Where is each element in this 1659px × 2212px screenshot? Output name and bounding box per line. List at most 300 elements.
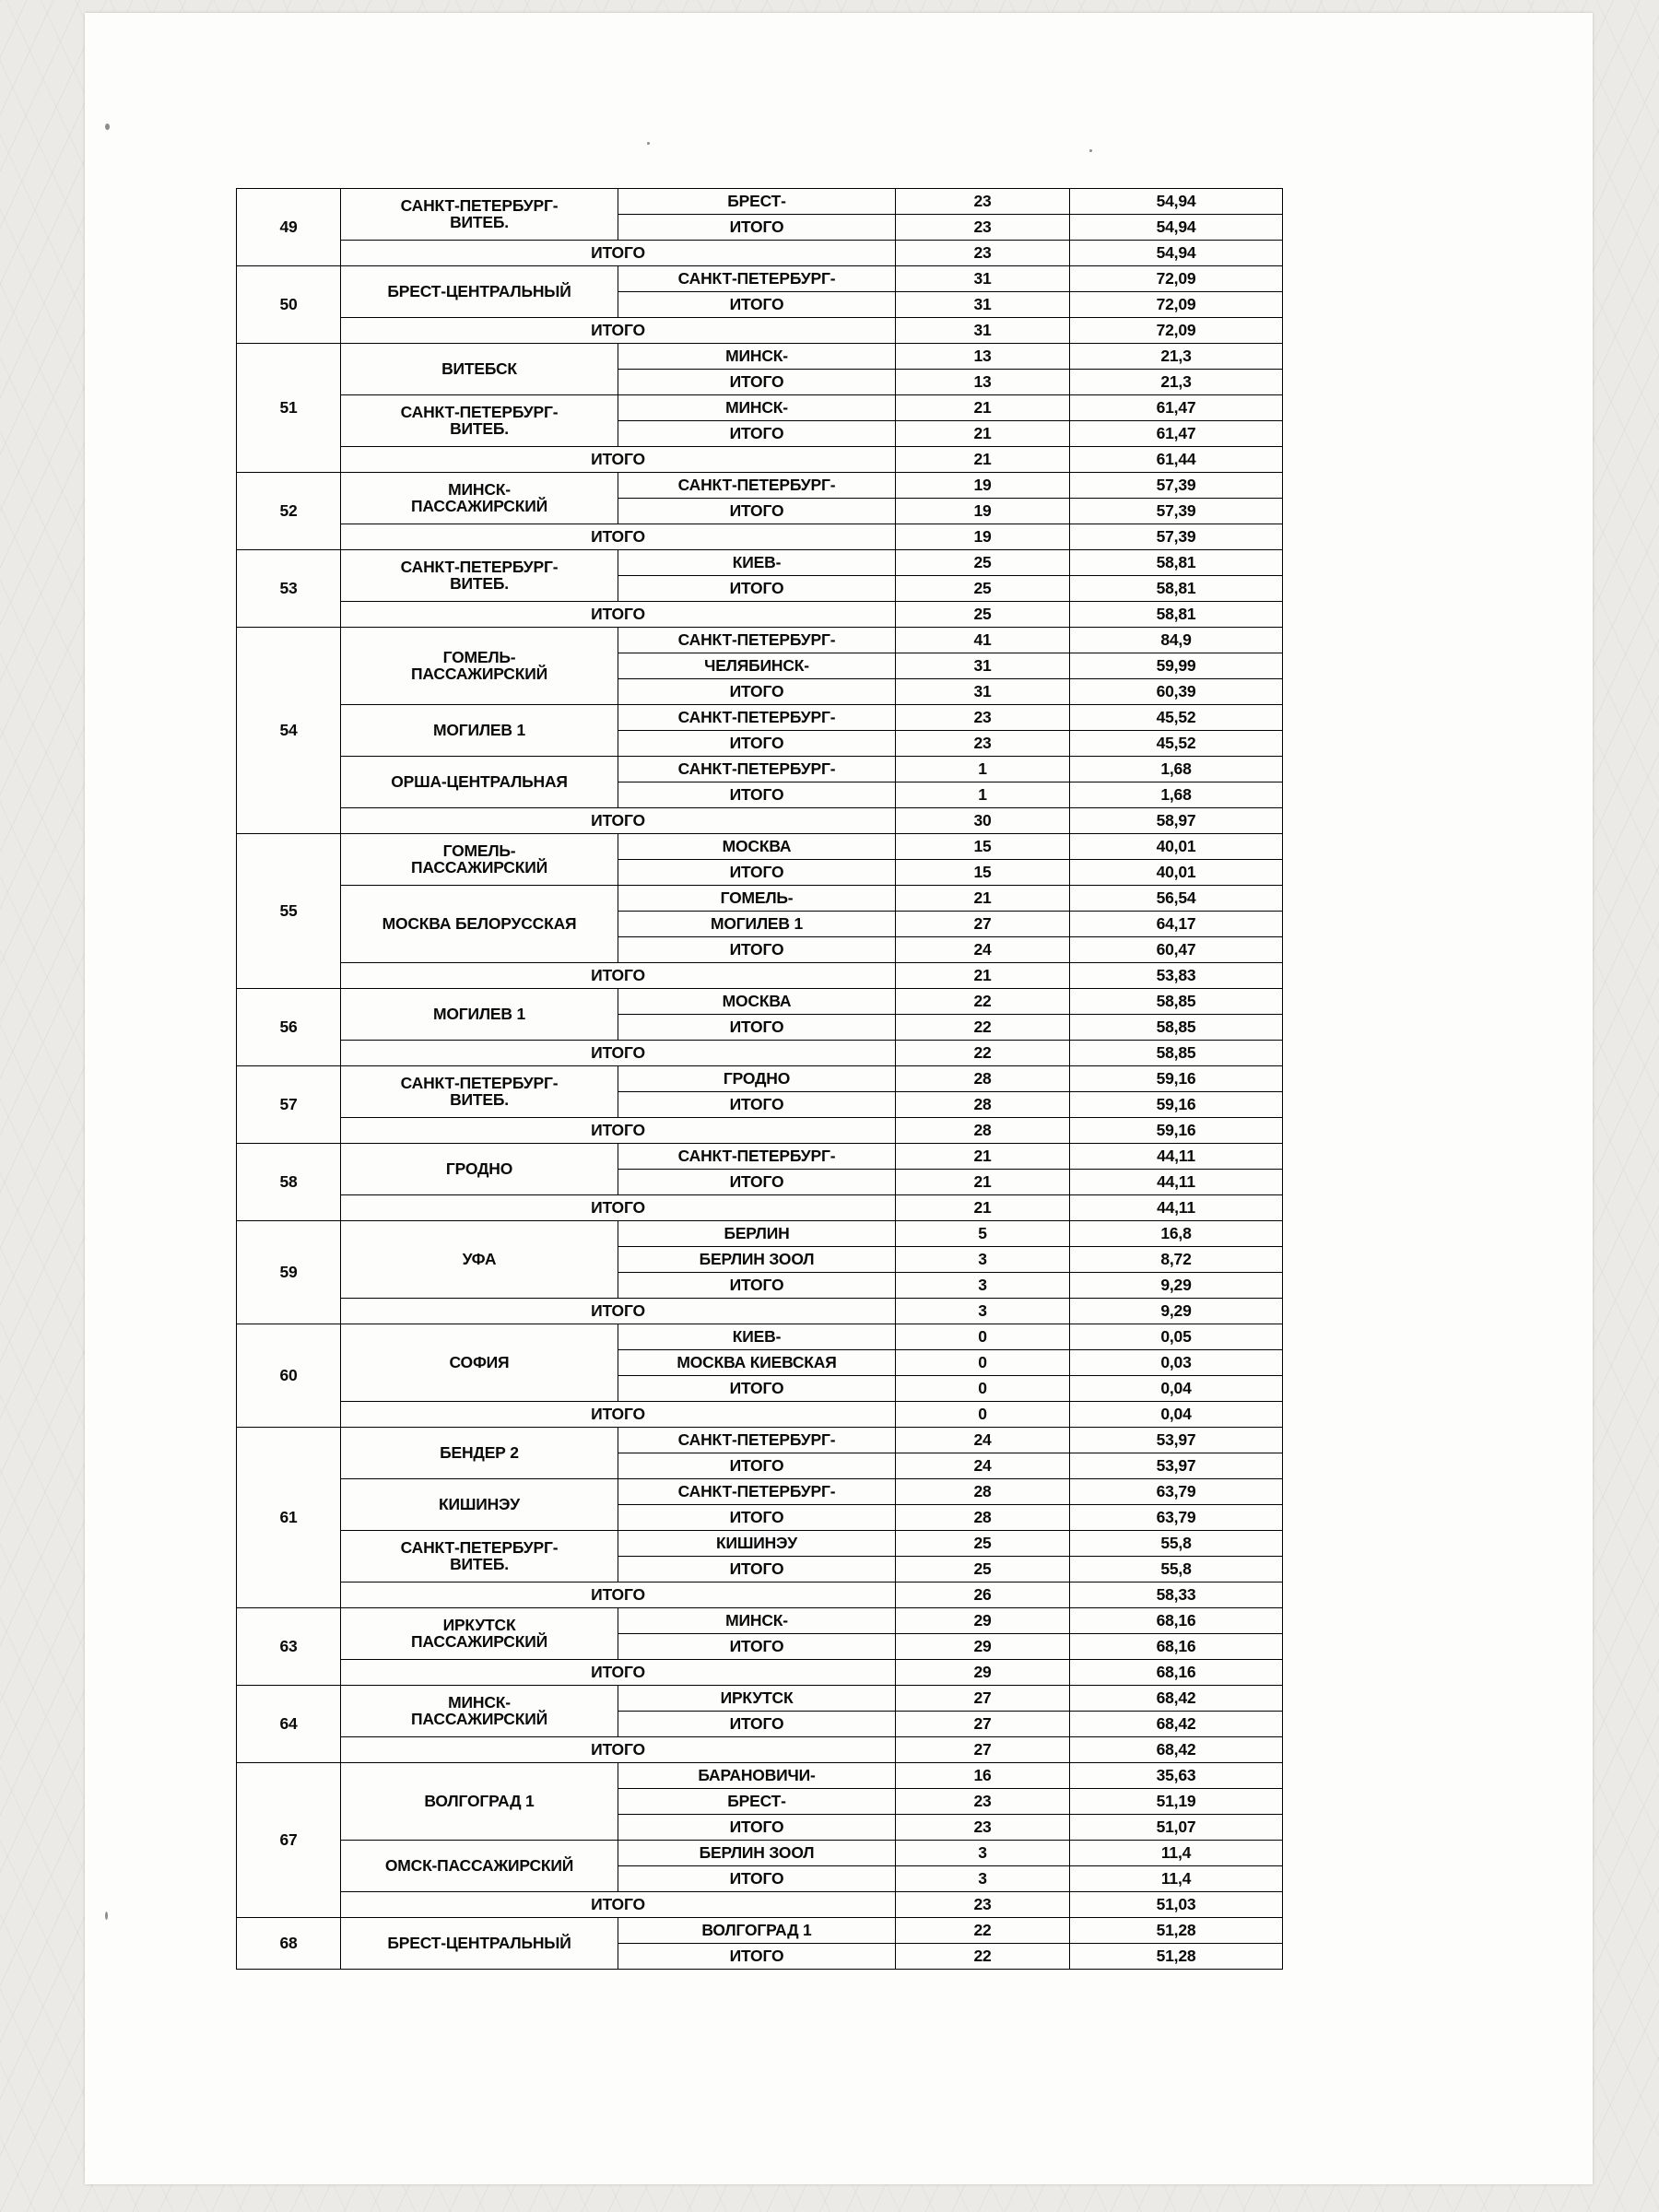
row-number-cell: 60 [237, 1324, 341, 1428]
count-cell: 27 [896, 912, 1070, 937]
destination-station-cell: ИРКУТСК [618, 1686, 896, 1712]
count-cell: 23 [896, 731, 1070, 757]
origin-station-line: САНКТ-ПЕТЕРБУРГ- [400, 403, 559, 421]
count-cell: 28 [896, 1479, 1070, 1505]
origin-station-cell [341, 628, 618, 705]
group-total-value-cell: 61,44 [1070, 447, 1283, 473]
origin-station-line: КИШИНЭУ [439, 1494, 520, 1513]
count-cell: 25 [896, 1531, 1070, 1557]
count-cell: 29 [896, 1608, 1070, 1634]
origin-station-cell [341, 1763, 618, 1841]
value-cell: 0,03 [1070, 1350, 1283, 1376]
destination-station-cell: БРЕСТ- [618, 189, 896, 215]
value-cell: 51,28 [1070, 1944, 1283, 1970]
group-total-label-cell: ИТОГО [341, 1299, 896, 1324]
group-total-row [237, 1118, 1283, 1144]
origin-station-line: ВОЛГОГРАД 1 [424, 1791, 535, 1810]
origin-station-line: ПАССАЖИРСКИЙ [411, 1709, 547, 1728]
count-cell: 3 [896, 1866, 1070, 1892]
origin-station-line: ВИТЕБ. [450, 418, 509, 438]
table-row [237, 989, 1283, 1015]
group-total-row [237, 808, 1283, 834]
group-total-count-cell: 26 [896, 1583, 1070, 1608]
group-total-count-cell: 28 [896, 1118, 1070, 1144]
count-cell: 22 [896, 1944, 1070, 1970]
group-total-label-cell: ИТОГО [341, 602, 896, 628]
value-cell: 55,8 [1070, 1557, 1283, 1583]
table-row [237, 628, 1283, 653]
subtotal-label-cell: ИТОГО [618, 1505, 896, 1531]
value-cell: 59,16 [1070, 1066, 1283, 1092]
table-row [237, 1841, 1283, 1866]
origin-station-cell [341, 189, 618, 241]
scan-speck [105, 124, 110, 130]
origin-station-line: САНКТ-ПЕТЕРБУРГ- [400, 1538, 559, 1557]
group-total-value-cell: 57,39 [1070, 524, 1283, 550]
origin-station-cell [341, 886, 618, 963]
group-total-row [237, 963, 1283, 989]
value-cell: 40,01 [1070, 860, 1283, 886]
group-total-row [237, 1583, 1283, 1608]
count-cell: 23 [896, 189, 1070, 215]
group-total-label-cell: ИТОГО [341, 1402, 896, 1428]
subtotal-label-cell: ИТОГО [618, 370, 896, 395]
destination-station-cell: САНКТ-ПЕТЕРБУРГ- [618, 1428, 896, 1453]
value-cell: 56,54 [1070, 886, 1283, 912]
group-total-label-cell: ИТОГО [341, 1118, 896, 1144]
destination-station-cell: БЕРЛИН [618, 1221, 896, 1247]
group-total-count-cell: 27 [896, 1737, 1070, 1763]
table-row [237, 1428, 1283, 1453]
table-row [237, 1531, 1283, 1557]
value-cell: 59,16 [1070, 1092, 1283, 1118]
group-total-row [237, 602, 1283, 628]
subtotal-label-cell: ИТОГО [618, 215, 896, 241]
subtotal-label-cell: ИТОГО [618, 731, 896, 757]
count-cell: 15 [896, 860, 1070, 886]
subtotal-label-cell: ИТОГО [618, 1170, 896, 1195]
group-total-count-cell: 21 [896, 963, 1070, 989]
value-cell: 16,8 [1070, 1221, 1283, 1247]
count-cell: 22 [896, 1015, 1070, 1041]
count-cell: 24 [896, 1453, 1070, 1479]
row-number-cell: 67 [237, 1763, 341, 1918]
table-row [237, 473, 1283, 499]
table-row [237, 1479, 1283, 1505]
origin-station-line: ВИТЕБ. [450, 1554, 509, 1573]
destination-station-cell: КИЕВ- [618, 1324, 896, 1350]
origin-station-line: УФА [462, 1249, 497, 1268]
value-cell: 0,04 [1070, 1376, 1283, 1402]
value-cell: 58,81 [1070, 576, 1283, 602]
count-cell: 3 [896, 1273, 1070, 1299]
count-cell: 23 [896, 1789, 1070, 1815]
row-number-cell: 61 [237, 1428, 341, 1608]
group-total-count-cell: 3 [896, 1299, 1070, 1324]
subtotal-label-cell: ИТОГО [618, 860, 896, 886]
destination-station-cell: МОСКВА КИЕВСКАЯ [618, 1350, 896, 1376]
value-cell: 68,16 [1070, 1608, 1283, 1634]
value-cell: 1,68 [1070, 782, 1283, 808]
count-cell: 15 [896, 834, 1070, 860]
subtotal-label-cell: ИТОГО [618, 1092, 896, 1118]
destination-station-cell: МИНСК- [618, 1608, 896, 1634]
value-cell: 55,8 [1070, 1531, 1283, 1557]
group-total-count-cell: 30 [896, 808, 1070, 834]
destination-station-cell: МОСКВА [618, 834, 896, 860]
value-cell: 44,11 [1070, 1170, 1283, 1195]
count-cell: 16 [896, 1763, 1070, 1789]
origin-station-line: ОРША-ЦЕНТРАЛЬНАЯ [391, 771, 568, 791]
count-cell: 31 [896, 292, 1070, 318]
count-cell: 28 [896, 1092, 1070, 1118]
count-cell: 13 [896, 344, 1070, 370]
value-cell: 57,39 [1070, 499, 1283, 524]
subtotal-label-cell: ИТОГО [618, 1634, 896, 1660]
value-cell: 63,79 [1070, 1479, 1283, 1505]
destination-station-cell: ВОЛГОГРАД 1 [618, 1918, 896, 1944]
destination-station-cell: САНКТ-ПЕТЕРБУРГ- [618, 628, 896, 653]
destination-station-cell: САНКТ-ПЕТЕРБУРГ- [618, 473, 896, 499]
group-total-label-cell: ИТОГО [341, 1737, 896, 1763]
value-cell: 72,09 [1070, 292, 1283, 318]
origin-station-line: ВИТЕБ. [450, 573, 509, 593]
row-number-cell: 55 [237, 834, 341, 989]
value-cell: 57,39 [1070, 473, 1283, 499]
value-cell: 51,28 [1070, 1918, 1283, 1944]
count-cell: 27 [896, 1686, 1070, 1712]
subtotal-label-cell: ИТОГО [618, 421, 896, 447]
origin-station-line: БРЕСТ-ЦЕНТРАЛЬНЫЙ [387, 281, 571, 300]
destination-station-cell: МИНСК- [618, 344, 896, 370]
row-number-cell: 51 [237, 344, 341, 473]
subtotal-label-cell: ИТОГО [618, 937, 896, 963]
table-row [237, 395, 1283, 421]
group-total-value-cell: 68,42 [1070, 1737, 1283, 1763]
count-cell: 41 [896, 628, 1070, 653]
value-cell: 8,72 [1070, 1247, 1283, 1273]
value-cell: 40,01 [1070, 834, 1283, 860]
group-total-value-cell: 58,81 [1070, 602, 1283, 628]
count-cell: 5 [896, 1221, 1070, 1247]
value-cell: 1,68 [1070, 757, 1283, 782]
origin-station-line: БРЕСТ-ЦЕНТРАЛЬНЫЙ [387, 1933, 571, 1952]
table-row [237, 834, 1283, 860]
origin-station-line: САНКТ-ПЕТЕРБУРГ- [400, 196, 559, 215]
table-row [237, 266, 1283, 292]
origin-station-line: СОФИЯ [449, 1352, 510, 1371]
count-cell: 21 [896, 1144, 1070, 1170]
origin-station-line: ПАССАЖИРСКИЙ [411, 664, 547, 683]
destination-station-cell: КИЕВ- [618, 550, 896, 576]
table-row [237, 1144, 1283, 1170]
table-row [237, 1763, 1283, 1789]
destination-station-cell: САНКТ-ПЕТЕРБУРГ- [618, 1144, 896, 1170]
origin-station-cell [341, 1144, 618, 1195]
origin-station-cell [341, 344, 618, 395]
row-number-cell: 57 [237, 1066, 341, 1144]
row-number-cell: 56 [237, 989, 341, 1066]
group-total-count-cell: 0 [896, 1402, 1070, 1428]
destination-station-cell: КИШИНЭУ [618, 1531, 896, 1557]
table-row [237, 1918, 1283, 1944]
count-cell: 28 [896, 1505, 1070, 1531]
origin-station-line: ПАССАЖИРСКИЙ [411, 1631, 547, 1651]
origin-station-cell [341, 1324, 618, 1402]
value-cell: 84,9 [1070, 628, 1283, 653]
group-total-label-cell: ИТОГО [341, 1892, 896, 1918]
group-total-row [237, 524, 1283, 550]
origin-station-line: ГОМЕЛЬ- [442, 648, 516, 666]
count-cell: 1 [896, 782, 1070, 808]
value-cell: 68,42 [1070, 1686, 1283, 1712]
destination-station-cell: САНКТ-ПЕТЕРБУРГ- [618, 1479, 896, 1505]
count-cell: 24 [896, 1428, 1070, 1453]
destination-station-cell: МИНСК- [618, 395, 896, 421]
origin-station-line: МОГИЛЕВ 1 [432, 720, 526, 739]
value-cell: 45,52 [1070, 731, 1283, 757]
group-total-value-cell: 58,97 [1070, 808, 1283, 834]
row-number-cell: 63 [237, 1608, 341, 1686]
group-total-label-cell: ИТОГО [341, 524, 896, 550]
railway-statistics-table [236, 188, 1277, 1970]
row-number-cell: 50 [237, 266, 341, 344]
group-total-value-cell: 72,09 [1070, 318, 1283, 344]
group-total-row [237, 241, 1283, 266]
value-cell: 68,16 [1070, 1634, 1283, 1660]
destination-station-cell: МОГИЛЕВ 1 [618, 912, 896, 937]
count-cell: 27 [896, 1712, 1070, 1737]
origin-station-line: ГОМЕЛЬ- [442, 841, 516, 860]
origin-station-cell [341, 1608, 618, 1660]
origin-station-cell [341, 1066, 618, 1118]
origin-station-cell [341, 550, 618, 602]
value-cell: 51,19 [1070, 1789, 1283, 1815]
group-total-label-cell: ИТОГО [341, 318, 896, 344]
table-row [237, 1686, 1283, 1712]
count-cell: 23 [896, 1815, 1070, 1841]
origin-station-cell [341, 473, 618, 524]
origin-station-line: ПАССАЖИРСКИЙ [411, 857, 547, 877]
count-cell: 22 [896, 989, 1070, 1015]
group-total-count-cell: 31 [896, 318, 1070, 344]
subtotal-label-cell: ИТОГО [618, 576, 896, 602]
group-total-label-cell: ИТОГО [341, 447, 896, 473]
group-total-count-cell: 19 [896, 524, 1070, 550]
scanned-page [85, 13, 1593, 2184]
origin-station-line: БЕНДЕР 2 [440, 1442, 519, 1462]
group-total-label-cell: ИТОГО [341, 1041, 896, 1066]
destination-station-cell: САНКТ-ПЕТЕРБУРГ- [618, 705, 896, 731]
group-total-row [237, 318, 1283, 344]
subtotal-label-cell: ИТОГО [618, 499, 896, 524]
count-cell: 24 [896, 937, 1070, 963]
count-cell: 22 [896, 1918, 1070, 1944]
group-total-label-cell: ИТОГО [341, 241, 896, 266]
destination-station-cell: БЕРЛИН ЗООЛ [618, 1841, 896, 1866]
subtotal-label-cell: ИТОГО [618, 1944, 896, 1970]
count-cell: 0 [896, 1324, 1070, 1350]
row-number-cell: 58 [237, 1144, 341, 1221]
count-cell: 1 [896, 757, 1070, 782]
origin-station-cell [341, 1841, 618, 1892]
origin-station-line: ИРКУТСК [442, 1616, 516, 1634]
group-total-count-cell: 21 [896, 1195, 1070, 1221]
group-total-value-cell: 51,03 [1070, 1892, 1283, 1918]
count-cell: 21 [896, 886, 1070, 912]
destination-station-cell: БЕРЛИН ЗООЛ [618, 1247, 896, 1273]
value-cell: 53,97 [1070, 1428, 1283, 1453]
group-total-value-cell: 0,04 [1070, 1402, 1283, 1428]
origin-station-cell [341, 705, 618, 757]
value-cell: 68,42 [1070, 1712, 1283, 1737]
group-total-label-cell: ИТОГО [341, 963, 896, 989]
group-total-row [237, 1660, 1283, 1686]
group-total-count-cell: 22 [896, 1041, 1070, 1066]
origin-station-cell [341, 1479, 618, 1531]
value-cell: 59,99 [1070, 653, 1283, 679]
group-total-value-cell: 58,33 [1070, 1583, 1283, 1608]
origin-station-line: МИНСК- [448, 480, 511, 499]
row-number-cell: 52 [237, 473, 341, 550]
value-cell: 54,94 [1070, 215, 1283, 241]
group-total-count-cell: 29 [896, 1660, 1070, 1686]
group-total-value-cell: 68,16 [1070, 1660, 1283, 1686]
origin-station-cell [341, 1221, 618, 1299]
table-row [237, 1221, 1283, 1247]
count-cell: 25 [896, 1557, 1070, 1583]
origin-station-line: МОГИЛЕВ 1 [432, 1004, 526, 1023]
value-cell: 58,81 [1070, 550, 1283, 576]
group-total-row [237, 1299, 1283, 1324]
row-number-cell: 49 [237, 189, 341, 266]
row-number-cell: 53 [237, 550, 341, 628]
group-total-value-cell: 54,94 [1070, 241, 1283, 266]
value-cell: 44,11 [1070, 1144, 1283, 1170]
value-cell: 58,85 [1070, 1015, 1283, 1041]
value-cell: 45,52 [1070, 705, 1283, 731]
group-total-value-cell: 53,83 [1070, 963, 1283, 989]
value-cell: 61,47 [1070, 395, 1283, 421]
value-cell: 9,29 [1070, 1273, 1283, 1299]
destination-station-cell: ГРОДНО [618, 1066, 896, 1092]
count-cell: 3 [896, 1247, 1070, 1273]
group-total-row [237, 1402, 1283, 1428]
origin-station-line: ВИТЕБ. [450, 212, 509, 231]
subtotal-label-cell: ИТОГО [618, 1557, 896, 1583]
value-cell: 21,3 [1070, 370, 1283, 395]
group-total-label-cell: ИТОГО [341, 1660, 896, 1686]
table-body [237, 189, 1283, 1970]
value-cell: 11,4 [1070, 1866, 1283, 1892]
group-total-value-cell: 59,16 [1070, 1118, 1283, 1144]
scan-speck [1089, 149, 1092, 152]
row-number-cell: 54 [237, 628, 341, 834]
origin-station-cell [341, 1686, 618, 1737]
table-row [237, 886, 1283, 912]
destination-station-cell: ГОМЕЛЬ- [618, 886, 896, 912]
row-number-cell: 59 [237, 1221, 341, 1324]
table-row [237, 1324, 1283, 1350]
group-total-value-cell: 9,29 [1070, 1299, 1283, 1324]
group-total-row [237, 1892, 1283, 1918]
group-total-row [237, 1041, 1283, 1066]
count-cell: 21 [896, 395, 1070, 421]
origin-station-cell [341, 1531, 618, 1583]
value-cell: 72,09 [1070, 266, 1283, 292]
count-cell: 23 [896, 705, 1070, 731]
count-cell: 3 [896, 1841, 1070, 1866]
count-cell: 29 [896, 1634, 1070, 1660]
count-cell: 0 [896, 1376, 1070, 1402]
origin-station-line: ВИТЕБСК [441, 359, 517, 378]
scan-speck [647, 142, 650, 145]
subtotal-label-cell: ИТОГО [618, 1376, 896, 1402]
value-cell: 60,39 [1070, 679, 1283, 705]
subtotal-label-cell: ИТОГО [618, 1712, 896, 1737]
subtotal-label-cell: ИТОГО [618, 1015, 896, 1041]
subtotal-label-cell: ИТОГО [618, 1815, 896, 1841]
scan-speck [105, 1912, 108, 1920]
group-total-label-cell: ИТОГО [341, 808, 896, 834]
table-row [237, 344, 1283, 370]
value-cell: 61,47 [1070, 421, 1283, 447]
count-cell: 31 [896, 653, 1070, 679]
origin-station-cell [341, 395, 618, 447]
value-cell: 21,3 [1070, 344, 1283, 370]
data-table [236, 188, 1283, 1970]
value-cell: 11,4 [1070, 1841, 1283, 1866]
subtotal-label-cell: ИТОГО [618, 1866, 896, 1892]
origin-station-cell [341, 266, 618, 318]
count-cell: 13 [896, 370, 1070, 395]
group-total-count-cell: 25 [896, 602, 1070, 628]
subtotal-label-cell: ИТОГО [618, 679, 896, 705]
group-total-count-cell: 23 [896, 241, 1070, 266]
destination-station-cell: САНКТ-ПЕТЕРБУРГ- [618, 757, 896, 782]
origin-station-cell [341, 757, 618, 808]
group-total-row [237, 1195, 1283, 1221]
origin-station-line: МИНСК- [448, 1693, 511, 1712]
value-cell: 51,07 [1070, 1815, 1283, 1841]
group-total-row [237, 447, 1283, 473]
origin-station-cell [341, 1428, 618, 1479]
value-cell: 0,05 [1070, 1324, 1283, 1350]
table-row [237, 757, 1283, 782]
row-number-cell: 68 [237, 1918, 341, 1970]
value-cell: 60,47 [1070, 937, 1283, 963]
count-cell: 23 [896, 215, 1070, 241]
group-total-row [237, 1737, 1283, 1763]
group-total-label-cell: ИТОГО [341, 1583, 896, 1608]
destination-station-cell: БРЕСТ- [618, 1789, 896, 1815]
destination-station-cell: МОСКВА [618, 989, 896, 1015]
value-cell: 58,85 [1070, 989, 1283, 1015]
page-content [85, 13, 1593, 2184]
origin-station-cell [341, 1918, 618, 1970]
destination-station-cell: САНКТ-ПЕТЕРБУРГ- [618, 266, 896, 292]
value-cell: 53,97 [1070, 1453, 1283, 1479]
origin-station-cell [341, 989, 618, 1041]
group-total-count-cell: 21 [896, 447, 1070, 473]
count-cell: 19 [896, 473, 1070, 499]
value-cell: 54,94 [1070, 189, 1283, 215]
origin-station-line: ПАССАЖИРСКИЙ [411, 496, 547, 515]
count-cell: 31 [896, 679, 1070, 705]
origin-station-line: САНКТ-ПЕТЕРБУРГ- [400, 1074, 559, 1092]
origin-station-cell [341, 834, 618, 886]
count-cell: 21 [896, 421, 1070, 447]
